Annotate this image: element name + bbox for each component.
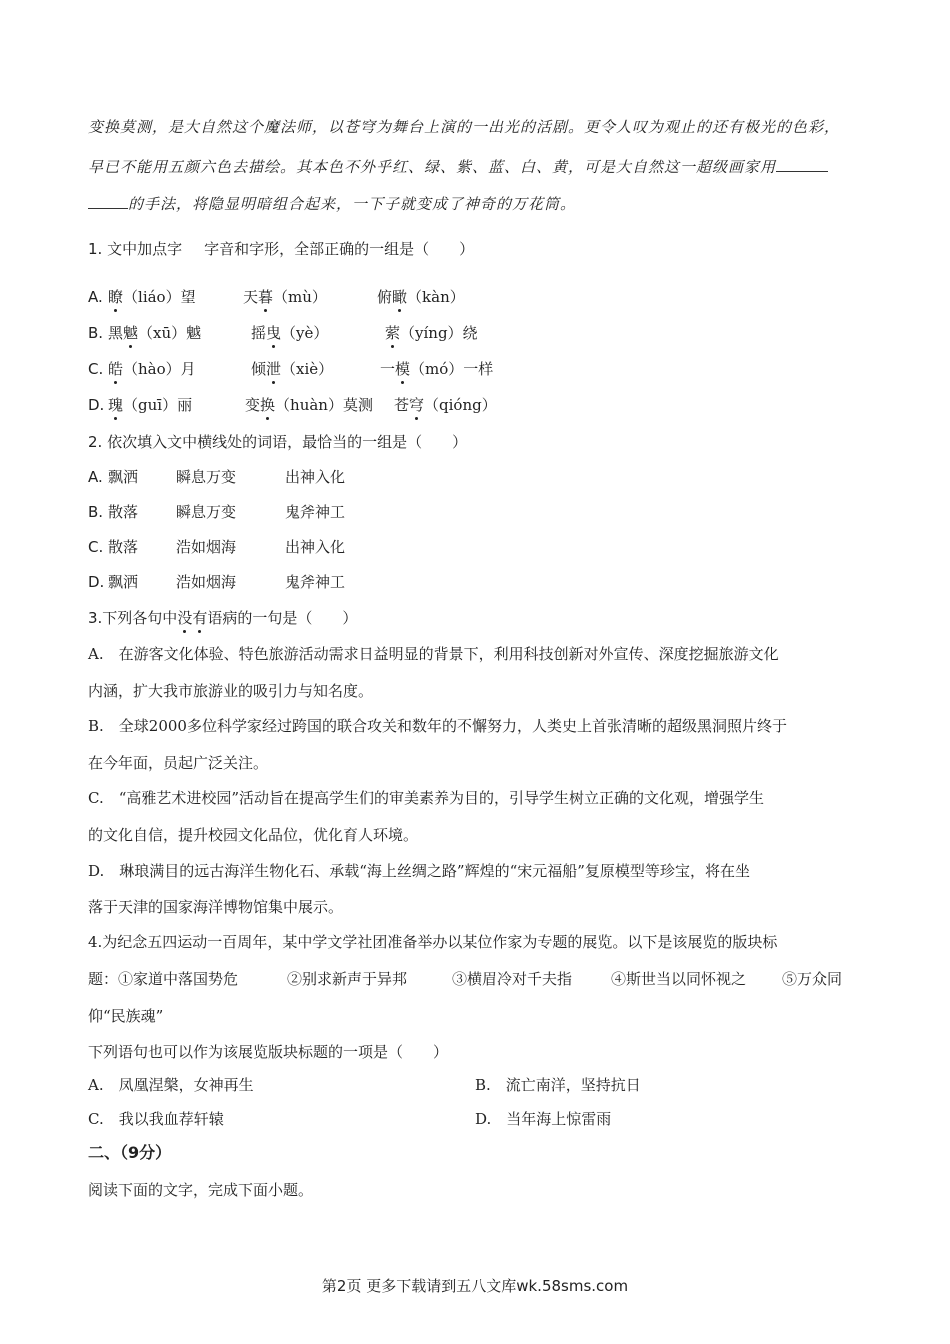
section-2-title: 二、（9分） [88,1143,172,1162]
passage-line-2-text: 早已不能用五颜六色去描绘。其本色不外乎红、绿、紫、蓝、白、黄，可是大自然这一超级画家用 [88,158,777,176]
q1-c-item-1: 皓（hào）月 [108,360,196,378]
q1-b-item-2: 摇曳（yè） [251,324,329,342]
q4-title-4: ④斯世当以同怀视之 [611,970,747,988]
q1-a-item-3: 俯瞰（kàn） [377,288,465,306]
q1-c-item-2: 倾泄（xiè） [251,360,334,378]
fill-blank-2 [88,194,128,209]
q3-option-b-line-1: B. 全球2000多位科学家经过跨国的联合攻关和数年的不懈努力，人类史上首张清晰的超级黑洞照片终于 [88,717,787,735]
dotted-char: 换 [260,396,276,414]
q1-c-item-3: 一模（mó）一样 [380,360,494,378]
q3-stem-part-a: 3.下列各句中 [88,609,178,627]
q4-title-5: ⑤万众同 [782,970,843,988]
q2-word-3: 出神入化 [285,468,346,486]
option-label: B. [88,503,104,521]
q3-option-c-line-2: 的文化自信，提升校园文化品位，优化育人环境。 [88,826,419,844]
option-label: B. [88,324,104,342]
q1-d-item-3: 苍穹（qióng） [394,396,497,414]
q4-title-3: ③横眉冷对千夫指 [452,970,573,988]
q4-title-2: ②别求新声于异邦 [287,970,408,988]
q2-word-2: 瞬息万变 [176,503,237,521]
dotted-char: 暮 [258,288,274,306]
q4-option-a: A. 凤凰涅槃，女神再生 [88,1076,254,1094]
q3-stem [88,608,357,628]
q4-line-1: 4.为纪念五四运动一百周年，某中学文学社团准备举办以某位作家为专题的展览。以下是该展览的版块标 [88,933,778,951]
q1-stem-part-a: 1. 文中加点字 [88,240,183,258]
option-label: C. [88,538,104,556]
fill-blank-1 [776,157,828,172]
q2-word-1: 散落 [108,503,139,521]
q2-option-b [88,502,488,524]
q1-option-b [88,323,848,345]
q1-stem-part-b: 字音和字形，全部正确的一组是（ ） [204,240,475,258]
option-label: C. [88,360,104,378]
page-footer: 第2页 更多下载请到五八文库wk.58sms.com [321,1277,629,1295]
q1-d-item-2: 变换（huàn）莫测 [245,396,373,414]
dotted-char: 瞭 [108,288,124,306]
q4-line-2 [88,969,858,991]
dotted-char: 穹 [409,396,425,414]
dotted-char: 萦 [385,324,401,342]
dotted-char: 泄 [266,360,282,378]
q1-d-item-1: 瑰（guī）丽 [108,396,193,414]
q1-a-item-1: 瞭（liáo）望 [108,288,196,306]
q1-stem [88,239,474,259]
q4-option-c: C. 我以我血荐轩辕 [88,1110,224,1128]
q2-word-3: 鬼斧神工 [285,503,346,521]
dotted-char: 曳 [266,324,282,342]
q1-b-item-3: 萦（yíng）绕 [385,324,478,342]
dotted-char: 没 [177,609,193,627]
q2-word-2: 浩如烟海 [176,538,237,556]
passage-line-3 [88,194,576,214]
q2-word-1: 飘洒 [108,573,139,591]
passage-line-2 [88,157,828,177]
dotted-char: 模 [395,360,411,378]
q2-word-2: 浩如烟海 [176,573,237,591]
q2-word-3: 鬼斧神工 [285,573,346,591]
option-label: A. [88,468,103,486]
q3-option-b-line-2: 在今年面，员起广泛关注。 [88,754,269,772]
q2-word-2: 瞬息万变 [176,468,237,486]
q3-option-c-line-1: C. “高雅艺术进校园”活动旨在提高学生们的审美素养为目的，引导学生树立正确的文化观，增强学生 [88,789,765,807]
q3-option-d-line-1: D. 琳琅满目的远古海洋生物化石、承载“海上丝绸之路”辉煌的“宋元福船”复原模型等珍宝，将在坐 [88,862,750,880]
q4-option-b: B. 流亡南洋，坚持抗日 [475,1076,641,1094]
q4-title-1: 题：①家道中落国势危 [88,970,239,988]
dotted-char: 魆 [123,324,139,342]
q1-option-d [88,395,848,417]
q2-option-d [88,572,488,594]
q1-b-item-1: 黑魆（xū）魆 [108,324,202,342]
q3-option-a-line-2: 内涵，扩大我市旅游业的吸引力与知名度。 [88,682,374,700]
q2-option-a [88,467,488,489]
q4-line-3: 仰“民族魂” [88,1007,164,1025]
dotted-char: 皓 [108,360,124,378]
q3-stem-part-b: 语病的一句是（ ） [207,609,358,627]
option-label: D. [88,573,105,591]
q1-a-item-2: 天暮（mù） [243,288,327,306]
q2-word-1: 飘洒 [108,468,139,486]
option-label: A. [88,288,103,306]
q4-ask: 下列语句也可以作为该展览版块标题的一项是（ ） [88,1043,449,1061]
q3-option-d-line-2: 落于天津的国家海洋博物馆集中展示。 [88,898,344,916]
q3-option-a-line-1: A. 在游客文化体验、特色旅游活动需求日益明显的背景下，利用科技创新对外宣传、深度挖掘旅游文化 [88,645,779,663]
q1-option-a [88,287,848,309]
dotted-char: 瞰 [392,288,408,306]
q2-word-3: 出神入化 [285,538,346,556]
q2-option-c [88,537,488,559]
q2-stem: 2. 依次填入文中横线处的词语，最恰当的一组是（ ） [88,433,468,451]
passage-line-1: 变换莫测，是大自然这个魔法师，以苍穹为舞台上演的一出光的活剧。更令人叹为观止的还有极光的色彩， [88,118,841,136]
dotted-char: 瑰 [108,396,124,414]
q2-word-1: 散落 [108,538,139,556]
q4-option-d: D. 当年海上惊雷雨 [475,1110,612,1128]
option-label: D. [88,396,105,414]
section-2-intro: 阅读下面的文字，完成下面小题。 [88,1181,314,1199]
q1-option-c [88,359,848,381]
dotted-char: 有 [192,609,208,627]
passage-line-3-text: 的手法，将隐显明暗组合起来，一下子就变成了神奇的万花筒。 [128,195,577,213]
